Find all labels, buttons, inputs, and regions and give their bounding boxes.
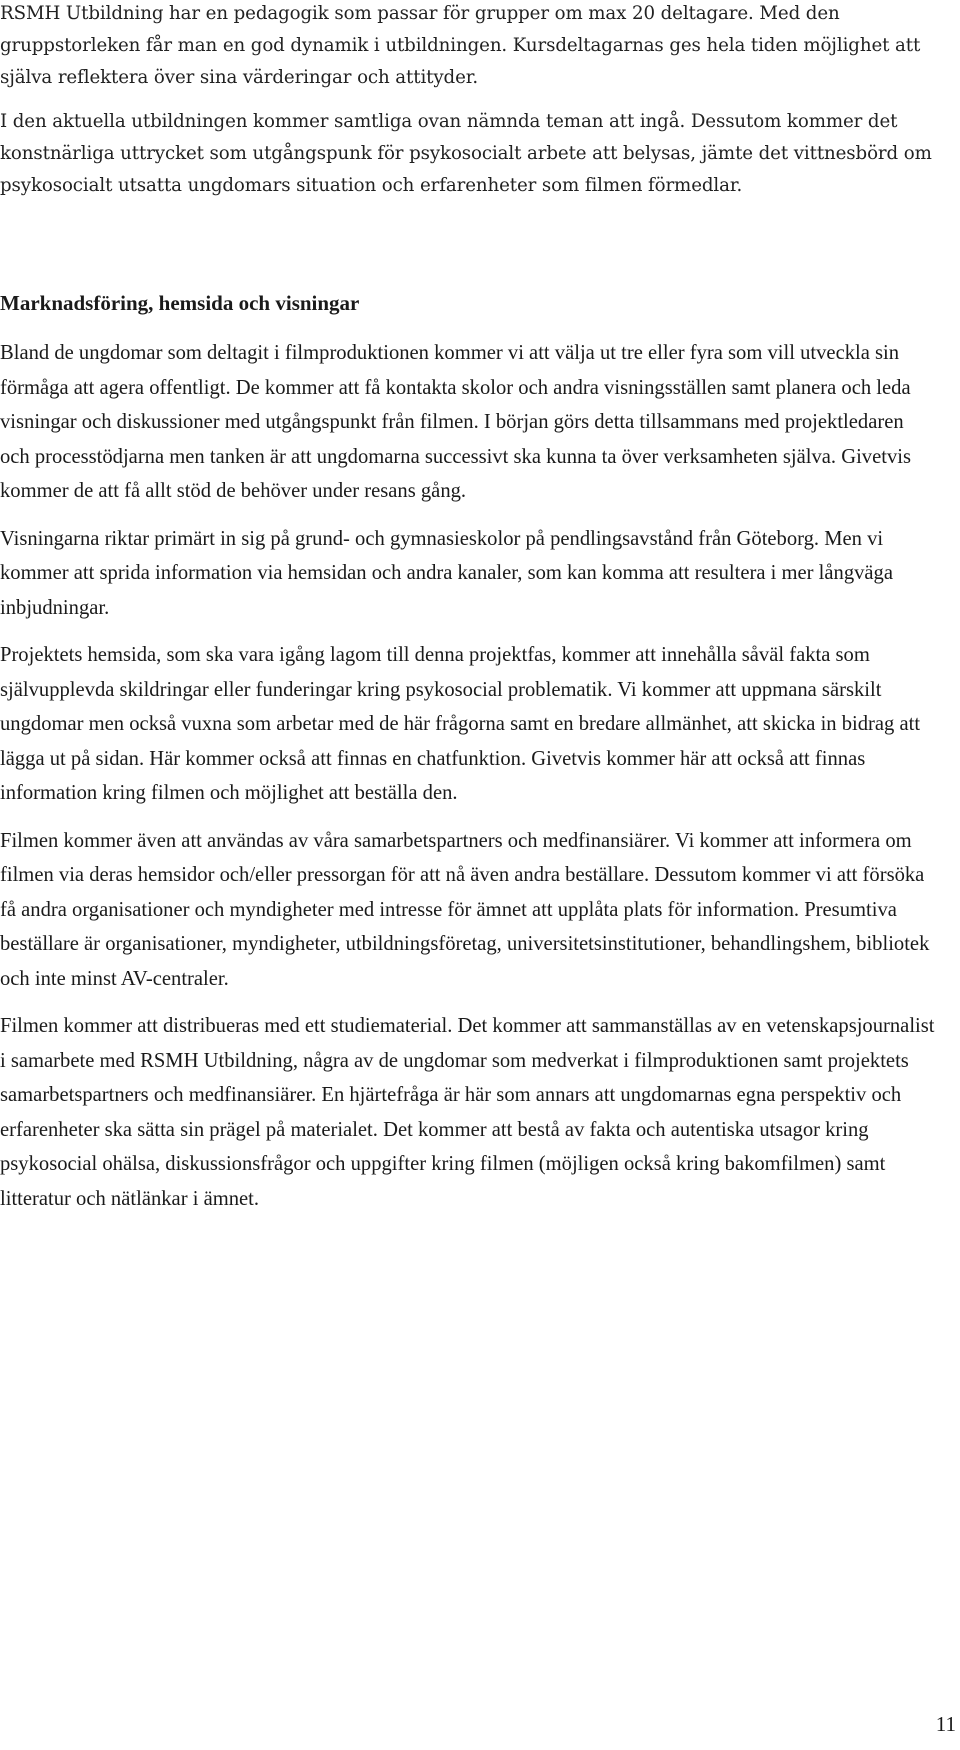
section-heading: Marknadsföring, hemsida och visningar	[0, 291, 360, 315]
intro-paragraph: I den aktuella utbildningen kommer samtliga ovan nämnda teman att ingå. Dessutom kommer det konstnärliga uttrycket som utgångspunk för psykosocialt arbete att belysas, jämte det vittnesbörd om psykosocialt utsatta ungdomars situation och erfarenheter som filmen förmedlar.	[0, 111, 932, 196]
section-paragraph: Filmen kommer att distribueras med ett studiematerial. Det kommer att sammanställas av en vetenskapsjournalist i samarbete med RSMH Utbildning, några av de ungdomar som medverkat i filmproduktionen samt projektets samarbetspartners och medfinansiärer. En hjärtefråga är här som annars att ungdomarnas egna perspektiv och erfarenheter ska sätta sin prägel på materialet. Det kommer att bestå av fakta och autentiska utsagor kring psykosocial ohälsa, diskussionsfrågor och uppgifter kring filmen (möjligen också kring bakomfilmen) samt litteratur och nätlänkar i ämnet.	[0, 1015, 935, 1210]
section-paragraph: Visningarna riktar primärt in sig på grund- och gymnasieskolor på pendlingsavstånd från Göteborg. Men vi kommer att sprida information via hemsidan och andra kanaler, som kan komma att resultera i mer långväga inbjudningar.	[0, 527, 893, 619]
page-number: 11	[935, 1712, 956, 1736]
intro-paragraph: RSMH Utbildning har en pedagogik som passar för grupper om max 20 deltagare. Med den gruppstorleken får man en god dynamik i utbildningen. Kursdeltagarnas ges hela tiden möjlighet att själva reflektera över sina värderingar och attityder.	[0, 3, 921, 88]
marketing-section	[0, 286, 935, 1229]
section-paragraph: Projektets hemsida, som ska vara igång lagom till denna projektfas, kommer att innehålla såväl fakta som självupplevda skildringar eller funderingar kring psykosocial problematik. Vi kommer att uppmana särskilt ungdomar men också vuxna som arbetar med de här frågorna samt en bredare allmänhet, att skicka in bidrag att lägga ut på sidan. Här kommer också att finnas en chatfunktion. Givetvis kommer här att också att finnas information kring filmen och möjlighet att beställa den.	[0, 644, 921, 804]
intro-text	[0, 0, 935, 214]
section-paragraph: Bland de ungdomar som deltagit i filmproduktionen kommer vi att välja ut tre eller fyra som vill utveckla sin förmåga att agera offentligt. De kommer att få kontakta skolor och andra visningsställen samt planera och leda visningar och diskussioner med utgångspunkt från filmen. I början görs detta tillsammans med projektledaren och processtödjarna men tanken är att ungdomarna successivt ska kunna ta över verksamheten själva. Givetvis kommer de att få allt stöd de behöver under resans gång.	[0, 342, 911, 502]
section-paragraph: Filmen kommer även att användas av våra samarbetspartners och medfinansiärer. Vi kommer att informera om filmen via deras hemsidor och/eller pressorgan för att nå även andra beställare. Dessutom kommer vi att försöka få andra organisationer och myndigheter med intresse för ämnet att upplåta plats för information. Presumtiva beställare är organisationer, myndigheter, utbildningsföretag, universitetsinstitutioner, behandlingshem, bibliotek och inte minst AV-centraler.	[0, 829, 930, 990]
